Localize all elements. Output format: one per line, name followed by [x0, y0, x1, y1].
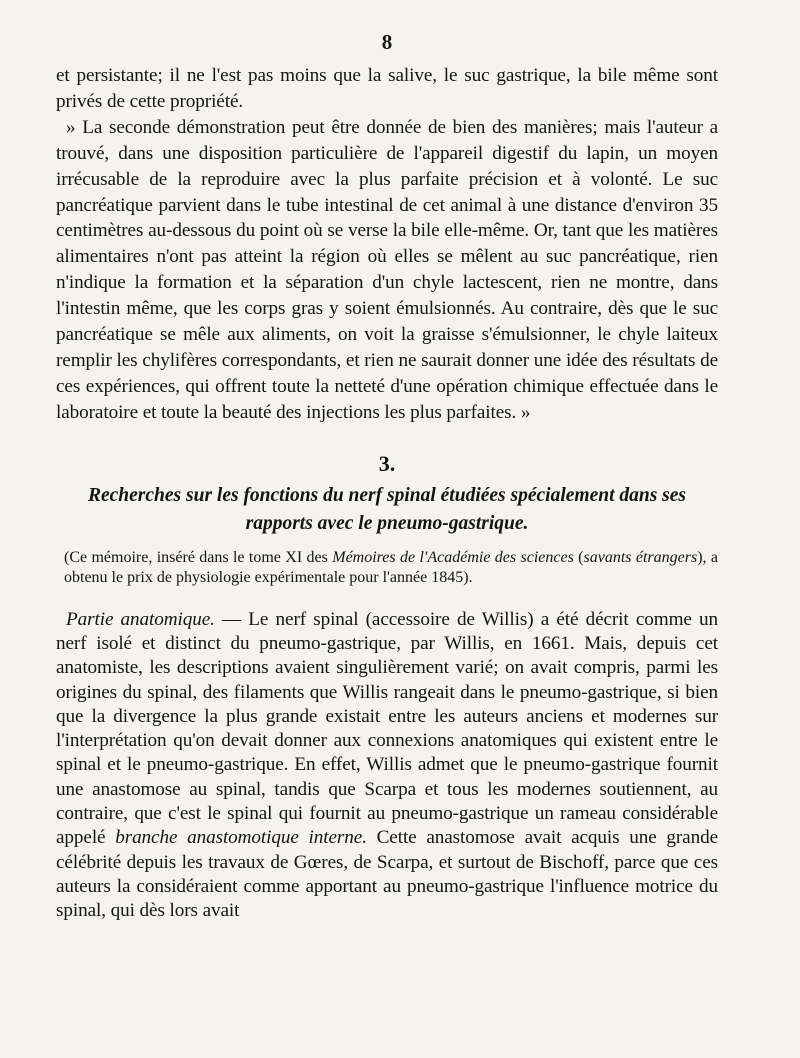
page — [56, 30, 718, 924]
body-text-1: — Le nerf spinal (accessoire de Willis) a été décrit comme un nerf isolé et distinct du pneumo-gastrique, par Willis, en 1661. Mais, depuis cet anatomiste, les descriptions avaient singulièrement varié; on avait compris, parmi les origines du spinal, des filaments que Willis rangeait dans le pneumo-gastrique, si bien que la divergence la plus grande existait entre les auteurs anciens et modernes sur l'interprétation qu'on devait donner aux connexions anatomiques qui existent entre le spinal et le pneumo-gastrique. En effet, Willis admet que le pneumo-gastrique fournit une anastomose au spinal, tandis que Scarpa et tous les modernes soutiennent, au contraire, que c'est le spinal qui fournit au pneumo-gastrique un rameau considérable appelé — [56, 608, 718, 849]
section-title: Recherches sur les fonctions du nerf spinal étudiées spécialement dans ses rapports avec le pneumo-gastrique. — [87, 484, 687, 534]
body-paragraph — [56, 608, 718, 924]
section-note — [56, 548, 718, 588]
italic-term: branche anastomotique interne. — [115, 827, 367, 849]
paragraph-quote: » La seconde démonstration peut être donnée de bien des manières; mais l'auteur a trouvé, dans une disposition particulière de l'appareil digestif du lapin, un moyen irrécusable de la reproduire avec la plus parfaite précision et à volonté. Le suc pancréatique parvient dans le tube intestinal de cet animal à une distance d'environ 35 centimètres au-dessous du point où se verse la bile elle-même. Or, tant que les matières alimentaires n'ont pas atteint la région où elles se mêlent au suc pancréatique, rien n'indique la formation et la séparation d'un chyle lactescent, rien ne montre, dans l'intestin même, que les corps gras y soient émulsionnés. Au contraire, dès que le suc pancréatique se mêle aux aliments, on voit la graisse s'émulsionner, le chyle laiteux remplir les chylifères correspondants, et rien ne saurait donner une idée des résultats de ces expériences, qui offrent toute la netteté d'une opération chimique effectuée dans le laboratoire et toute la beauté des injections les plus parfaites. » — [56, 116, 718, 423]
note-suffix: ), a obtenu le prix de physiologie expérimentale pour l'année 1845). — [64, 548, 719, 586]
note-savants: savants étrangers — [583, 548, 698, 566]
note-paren: ( — [578, 548, 584, 566]
section-number: 3. — [378, 450, 396, 476]
paragraph-continuation: et persistante; il ne l'est pas moins que la salive, le suc gastrique, la bile même sont privés de cette propriété. — [56, 65, 718, 112]
page-number: 8 — [381, 30, 393, 54]
body-text — [56, 608, 718, 924]
note-prefix: (Ce mémoire, inséré dans le tome XI des — [64, 548, 328, 566]
note-journal: Mémoires de l'Académie des sciences — [332, 548, 574, 566]
body-text-2: Cette anastomose avait acquis une grande célébrité depuis les travaux de Gœres, de Scarpa, et surtout de Bischoff, parce que ces auteurs la considéraient comme apportant au pneumo-gastrique l'influence motrice du spinal, qui dès lors avait — [56, 827, 718, 922]
section-lead: Partie anatomique. — [66, 608, 215, 630]
